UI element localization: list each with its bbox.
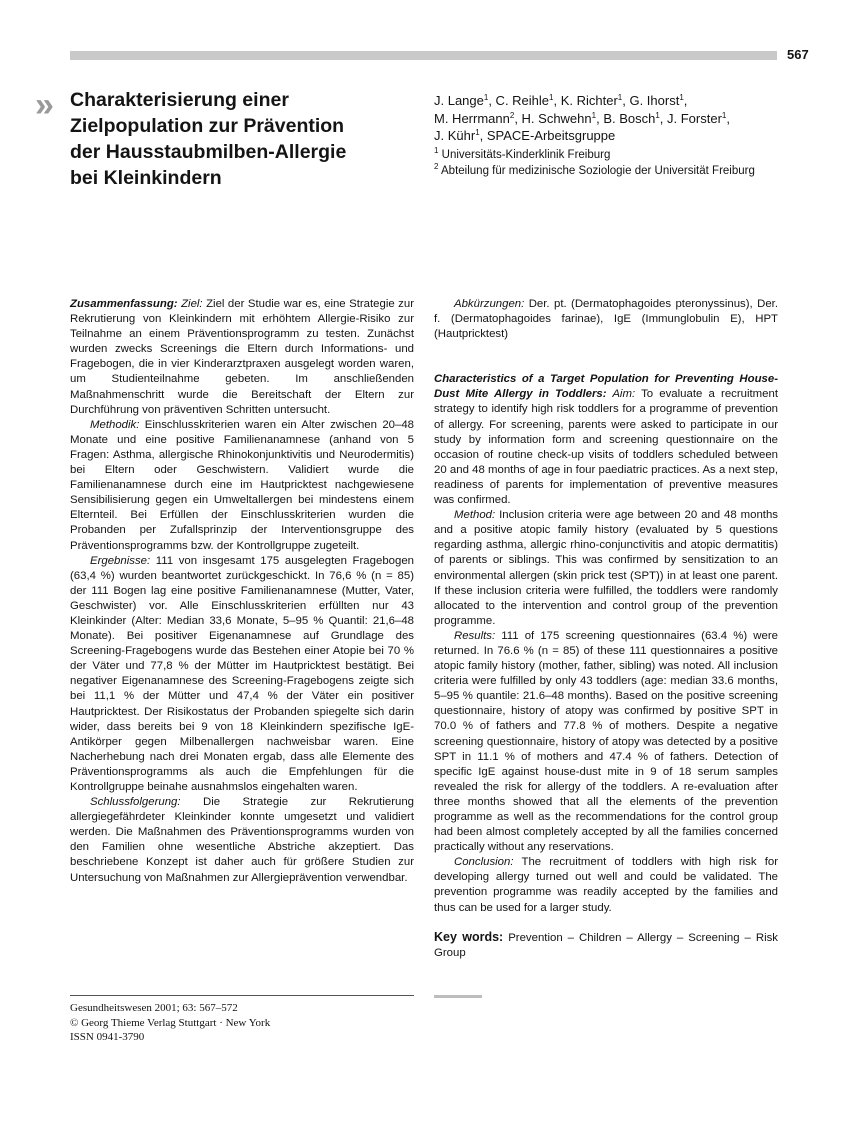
abstract-paragraph xyxy=(434,629,778,855)
title-line: Charakterisierung einer xyxy=(70,89,289,111)
author-line: J. Lange$^1$, C. Reihle$^1$, K. Richter$^1$, G. Ihorst$^1$, xyxy=(434,93,688,108)
abstract-paragraph xyxy=(70,554,414,796)
section-label: Results: xyxy=(454,629,496,642)
author-line: J. Kühr$^1$, SPACE-Arbeitsgruppe xyxy=(434,128,616,143)
citation-line: Gesundheitswesen 2001; 63: 567–572 xyxy=(70,1002,238,1014)
copyright-line: © Georg Thieme Verlag Stuttgart · New York xyxy=(70,1016,271,1029)
section-label: Method: xyxy=(454,509,496,522)
abbreviations xyxy=(434,297,778,342)
abstract-paragraph xyxy=(70,795,414,886)
section-label: Methodik: xyxy=(90,418,140,431)
section-text: Einschlusskriterien waren ein Alter zwischen 20–48 Monate und eine positive Familienanamnese (anhand von 5 Fragen: Asthma, allergische Rhinokonjunktivitis und Neurodermitis) bei Eltern oder Geschwistern. Validiert wurde die Familienanamnese durch eine im Hautpricktest nachgewiesene Sensibilisierung gegen ein Umweltallergen bei mindestens einem Elternteil. Bei Erfüllen der Einschlusskriterien wurden die Probanden per Zufallsprinzip der Interventionsgruppe des Präventionsprogramms bzw. der Kontrollgruppe zugeteilt. xyxy=(70,418,414,552)
abstract-paragraph xyxy=(434,855,778,915)
german-abstract xyxy=(70,297,414,886)
section-label: Abkürzungen: xyxy=(454,298,525,310)
abstract-heading: Zusammenfassung: xyxy=(70,298,178,310)
section-text: Inclusion criteria were age between 20 and 48 months and a positive atopic family history (evaluated by 5 questions regarding asthma, allergic rhino-conjunctivitis and atopic dermatitis) of parents or siblings. This was confirmed by sensitization to an environmental allergen (skin prick test (SPT)) in at least one parent. If these inclusion criteria were fulfilled, the toddlers were randomly allocated to the intervention and control group of the prevention programme. xyxy=(434,509,778,627)
abstract-paragraph xyxy=(70,297,414,418)
article-title xyxy=(70,87,400,191)
section-label: Ergebnisse: xyxy=(90,554,151,567)
abstract-heading: Characteristics of a Target Population for Preventing House-Dust Mite Allergy in Toddlers: xyxy=(434,373,778,401)
section-text: 111 of 175 screening questionnaires (63.4 %) were returned. In 76.6 % (n = 85) of these 111 questionnaires a positive atopic family history (mother, father, sibling) was noted. All inclusion criteria were fulfilled by only 43 toddlers (age: median 33.6 months, 5–95 % quantile: 21.6–48 months). Based on the positive screening questionnaire, history of atopy was confirmed by positive SPT in 70.0 % of fathers and 77.8 % of mothers. Despite a negative screening questionnaire, history of atopy was detected by a positive SPT in 11.1 % of mothers and 47.4 % of fathers. Detection of specific IgE against house-dust mite in 9 of 18 serum samples revealed the risk for allergy of the toddlers. A re-evaluation after three months showed that all the elements of the prevention programme as well as the recommendations for the control group had been almost completely accepted by all the families concerned practically without any reservations. xyxy=(434,629,778,854)
affiliation: $^1$ Universitäts-Kinderklinik Freiburg xyxy=(434,145,611,161)
affiliation: $^2$ Abteilung für medizinische Soziologie der Universität Freiburg xyxy=(434,161,755,177)
section-label: Schlussfolgerung: xyxy=(90,796,181,809)
abstract-paragraph xyxy=(434,508,778,629)
header-bar xyxy=(70,51,777,60)
footer-rule xyxy=(70,995,414,996)
section-label: Conclusion: xyxy=(454,856,514,869)
author-line: M. Herrmann$^2$, H. Schwehn$^1$, B. Bosch$^1$, J. Forster$^1$, xyxy=(434,110,730,126)
section-text: Die Strategie zur Rekrutierung allergiegefährdeter Kleinkinder konnte umgesetzt und validiert werden. Die Maßnahmen des Präventionsprogramms wurden von den Familien ohne wesentliche Abstriche akzeptiert. Das beschriebene Konzept ist daher auch für größere Studien zur Untersuchung von Maßnahmen zur Allergieprävention verwendbar. xyxy=(70,796,414,884)
title-line: bei Kleinkindern xyxy=(70,167,222,189)
page-number: 567 xyxy=(787,47,809,62)
title-line: Zielpopulation zur Prävention xyxy=(70,115,345,137)
section-text: Ziel der Studie war es, eine Strategie zur Rekrutierung von Kleinkindern mit erhöhtem Allergie-Risiko zur Teilnahme an einem Präventionsprogramm zu testen. Zunächst wurden zwecks Screenings die Eltern durch Informations- und Fragebogen, die in vier Kinderarztpraxen ausgelegt worden waren, um Studienteilnahme gebeten. Im anschließenden Maßnahmenschritt wurde die Bereitschaft der Eltern zur Durchführung von präventiven Schritten untersucht. xyxy=(70,298,414,416)
section-text: Der. pt. (Dermatophagoides pteronyssinus), Der. f. (Dermatophagoides farinae), IgE (Immunglobulin E), HPT (Hautpricktest) xyxy=(434,298,778,341)
abstract-paragraph xyxy=(434,372,778,508)
section-label: Ziel: xyxy=(177,298,203,310)
keywords-text: Prevention – Children – Allergy – Screening – Risk Group xyxy=(434,931,778,959)
right-column xyxy=(434,297,778,961)
keywords-label: Key words: xyxy=(434,929,504,944)
title-line: der Hausstaubmilben-Allergie xyxy=(70,141,347,163)
keywords xyxy=(434,930,778,961)
citation-footer xyxy=(70,1001,270,1045)
author-block xyxy=(434,92,794,179)
abstract-paragraph xyxy=(70,418,414,554)
section-text: 111 von insgesamt 175 ausgelegten Fragebogen (63,4 %) wurden beantwortet zurückgeschickt. In 76,6 % (n = 85) der 111 Bogen lag eine positive Familienanamnese (Mutter, Vater, Geschwister) vor. Alle Einschlusskriterien erfüllten nur 43 Kleinkinder (Alter: Median 33,6 Monate, 5–95 % Quantil: 21,6–48 Monate). Bei positiver Eigenanamnese auf Grundlage des Screening-Fragebogens wurde das Bestehen einer Atopie bei 70 % der Väter und 77,8 % der Mütter im Hautpricktest bestätigt. Bei negativer Eigenanamnese des Screening-Fragebogens zeigte sich bei 11,1 % der Mütter und 47,4 % der Väter ein positiver Hautpricktest. Der Risikostatus der Probanden spiegelte sich darin wider, dass bereits bei 9 von 18 Kleinkindern spezifische IgE-Antikörper gegen Milbenallergen nachweisbar waren. Eine Nacherhebung nach drei Monaten ergab, dass alle Elemente des Präventionsprogramms als auch die Empfehlungen für die Kontrollgruppe beinahe ausnahmslos eingehalten waren. xyxy=(70,554,414,793)
issn-line: ISSN 0941-3790 xyxy=(70,1031,145,1043)
section-text: The recruitment of toddlers with high risk for developing allergy turned out well and could be validated. The prevention programme was readily accepted by the families and thus can be used for a larger study. xyxy=(434,856,778,914)
double-chevron-icon: » xyxy=(35,86,48,124)
footer-rule-short xyxy=(434,995,482,998)
affiliations xyxy=(434,147,794,179)
section-label: Aim: xyxy=(606,388,636,401)
section-text: To evaluate a recruitment strategy to identify high risk toddlers for a programme of prevention of allergy. For screening, parents were asked to participate in our study by information form and screening questionnaire on the occasion of routine check-up visits of toddlers scheduled between 20 and 48 months of age in four paediatric practices. As a next step, readiness of parents for implementation of preventive measures was confirmed. xyxy=(434,388,778,507)
